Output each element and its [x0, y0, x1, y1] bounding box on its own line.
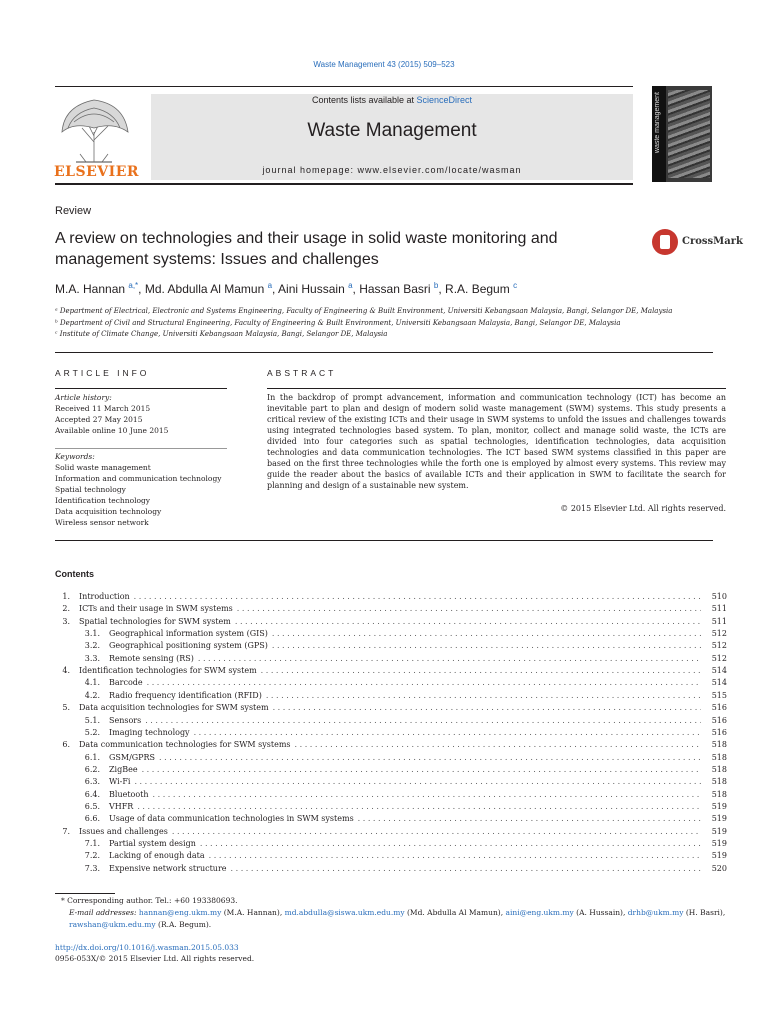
- email-owner: (Md. Abdulla Al Mamun),: [404, 908, 506, 917]
- toc-page-number: 519: [711, 801, 727, 811]
- contents-heading: Contents: [55, 569, 94, 579]
- keywords-label: Keywords:: [55, 452, 95, 461]
- toc-entry[interactable]: [70, 629, 727, 641]
- contents-prefix: Contents lists available at: [311, 95, 417, 105]
- toc-leader-dots: [194, 728, 701, 737]
- toc-page-number: 514: [711, 678, 727, 688]
- toc-entry[interactable]: [40, 703, 727, 715]
- toc-leader-dots: [358, 814, 701, 823]
- toc-page-number: 519: [711, 826, 727, 836]
- article-title: A review on technologies and their usage in solid waste monitoring and management systems: Issues and challenges: [55, 230, 558, 268]
- email-link[interactable]: hannan@eng.ukm.my: [138, 908, 222, 917]
- toc-leader-dots: [134, 777, 701, 786]
- toc-number: 6.4.: [84, 789, 100, 799]
- author-name: Aini Hussain: [278, 282, 349, 296]
- journal-homepage[interactable]: journal homepage: www.elsevier.com/locate/wasman: [262, 165, 522, 175]
- email-link[interactable]: md.abdulla@siswa.ukm.edu.my: [284, 908, 405, 917]
- journal-citation[interactable]: Waste Management 43 (2015) 509–523: [313, 60, 455, 69]
- crossmark-badge[interactable]: [652, 229, 743, 257]
- toc-number: 7.3.: [84, 863, 100, 873]
- toc-label: Usage of data communication technologies in SWM systems: [109, 814, 354, 824]
- toc-page-number: 518: [711, 777, 727, 787]
- toc-leader-dots: [266, 691, 701, 700]
- toc-leader-dots: [272, 641, 701, 650]
- keyword-item: Identification technology: [55, 496, 151, 505]
- toc-entry[interactable]: [70, 753, 727, 765]
- corresponding-author-note: * Corresponding author. Tel.: +60 193380693.: [61, 896, 238, 905]
- keywords-rule: [55, 448, 227, 449]
- toc-number: 3.2.: [84, 641, 100, 651]
- toc-label: Geographical positioning system (GPS): [109, 641, 268, 651]
- toc-number: 5.1.: [84, 715, 100, 725]
- toc-leader-dots: [231, 864, 701, 873]
- toc-page-number: 512: [711, 653, 727, 663]
- crossmark-label: CrossMark: [682, 236, 743, 247]
- online-date: Available online 10 June 2015: [55, 426, 169, 435]
- author-affiliation-mark[interactable]: a: [348, 281, 353, 290]
- toc-label: Sensors: [109, 715, 142, 725]
- toc-entry[interactable]: [40, 740, 727, 752]
- email-label: E-mail addresses:: [69, 908, 139, 917]
- toc-page-number: 515: [711, 690, 727, 700]
- toc-leader-dots: [295, 740, 701, 749]
- author-affiliation-mark[interactable]: a: [267, 281, 273, 290]
- toc-page-number: 520: [711, 863, 727, 873]
- toc-label: VHFR: [109, 801, 134, 811]
- toc-leader-dots: [153, 790, 701, 799]
- toc-number: 7.1.: [84, 839, 100, 848]
- toc-entry[interactable]: [70, 814, 727, 826]
- header-bottom-rule: [55, 183, 633, 185]
- footnote-rule: [55, 893, 115, 894]
- toc-leader-dots: [142, 765, 701, 774]
- abstract-copyright: © 2015 Elsevier Ltd. All rights reserved.: [560, 504, 726, 513]
- toc-page-number: 518: [711, 752, 727, 762]
- toc-label: Expensive network structure: [109, 863, 227, 873]
- toc-leader-dots: [145, 716, 701, 725]
- toc-page-number: 512: [711, 641, 727, 651]
- keyword-item: Data acquisition technology: [55, 507, 162, 516]
- toc-label: Bluetooth: [109, 789, 149, 799]
- toc-label: Data acquisition technologies for SWM system: [79, 703, 269, 713]
- contents-available: [151, 95, 633, 105]
- accepted-date: Accepted 27 May 2015: [55, 415, 143, 424]
- affiliation-a: ᵃ Department of Electrical, Electronic and Systems Engineering, Faculty of Engineering & Built Environment, Universiti Kebangsaan Malaysia, Bangi, Selangor DE, Malaysia: [55, 307, 673, 315]
- publisher-wordmark: ELSEVIER: [54, 164, 140, 180]
- toc-page-number: 519: [711, 839, 727, 848]
- toc-label: Lacking of enough data: [109, 851, 205, 861]
- toc-label: ICTs and their usage in SWM systems: [79, 604, 233, 614]
- toc-page-number: 516: [711, 727, 727, 737]
- toc-leader-dots: [261, 666, 701, 675]
- toc-page-number: 516: [711, 703, 727, 713]
- toc-page-number: 518: [711, 740, 727, 750]
- affiliation-b: ᵇ Department of Civil and Structural Engineering, Faculty of Engineering & Built Environment, Universiti Kebangsaan Malaysia, Bangi, Selangor DE, Malaysia: [55, 319, 621, 327]
- abstract-bottom-rule: [55, 540, 713, 541]
- toc-label: Introduction: [79, 592, 130, 601]
- toc-number: 6.1.: [84, 752, 100, 762]
- toc-number: 7.: [62, 826, 70, 836]
- email-owner: (M.A. Hannan),: [221, 908, 285, 917]
- toc-entry[interactable]: [70, 691, 727, 703]
- doi-link[interactable]: http://dx.doi.org/10.1016/j.wasman.2015.05.033: [55, 943, 239, 952]
- toc-number: 6.3.: [84, 777, 100, 787]
- journal-cover-image: [652, 86, 712, 182]
- email-link[interactable]: rawshan@ukm.edu.my: [69, 920, 156, 929]
- toc-page-number: 519: [711, 814, 727, 824]
- toc-label: Radio frequency identification (RFID): [109, 690, 262, 700]
- toc-page-number: 511: [711, 616, 727, 626]
- toc-entry[interactable]: [70, 790, 727, 802]
- toc-number: 1.: [62, 592, 70, 601]
- toc-entry[interactable]: [40, 604, 727, 616]
- toc-number: 3.3.: [84, 653, 100, 663]
- cover-title: waste management: [654, 92, 661, 154]
- toc-entry[interactable]: [70, 641, 727, 653]
- issn-copyright: 0956-053X/© 2015 Elsevier Ltd. All rights reserved.: [55, 954, 255, 963]
- author-separator: ,: [438, 282, 446, 296]
- history-label: Article history:: [55, 393, 112, 402]
- toc-number: 2.: [62, 604, 70, 614]
- affiliation-rule: [55, 352, 713, 353]
- email-owner: (H. Basri),: [683, 908, 726, 917]
- author-affiliation-mark[interactable]: b: [433, 281, 439, 290]
- toc-entry[interactable]: [70, 654, 727, 666]
- toc-leader-dots: [273, 703, 701, 712]
- toc-leader-dots: [172, 827, 701, 836]
- email-link[interactable]: drhb@ukm.my: [627, 908, 684, 917]
- toc-number: 5.2.: [84, 727, 100, 737]
- toc-number: 4.: [62, 666, 70, 676]
- keyword-item: Spatial technology: [55, 485, 126, 494]
- toc-leader-dots: [159, 753, 701, 762]
- toc-entry[interactable]: [70, 678, 727, 690]
- toc-label: Imaging technology: [109, 727, 190, 737]
- email-owner: (A. Hussain),: [573, 908, 628, 917]
- toc-entry[interactable]: [70, 839, 727, 851]
- received-date: Received 11 March 2015: [55, 404, 151, 413]
- toc-entry[interactable]: [70, 802, 727, 814]
- toc-label: ZigBee: [109, 764, 138, 774]
- toc-entry[interactable]: [70, 851, 727, 863]
- toc-number: 6.2.: [84, 764, 100, 774]
- author-separator: ,: [352, 282, 360, 296]
- toc-page-number: 512: [711, 629, 727, 639]
- keyword-item: Solid waste management: [55, 463, 151, 472]
- toc-leader-dots: [147, 678, 701, 687]
- toc-number: 6.6.: [84, 814, 100, 824]
- toc-label: Remote sensing (RS): [109, 653, 194, 663]
- toc-page-number: 510: [711, 592, 727, 601]
- keyword-item: Wireless sensor network: [55, 518, 149, 527]
- article-info-rule: [55, 388, 227, 389]
- toc-entry[interactable]: [40, 617, 727, 629]
- toc-entry[interactable]: [70, 864, 727, 876]
- toc-entry[interactable]: [40, 592, 727, 604]
- author-name: Hassan Basri: [359, 282, 434, 296]
- toc-entry[interactable]: [70, 716, 727, 728]
- toc-leader-dots: [209, 851, 701, 860]
- toc-leader-dots: [200, 839, 701, 848]
- toc-number: 3.: [62, 616, 70, 626]
- toc-label: Spatial technologies for SWM system: [79, 616, 231, 626]
- email-addresses: [55, 907, 734, 931]
- toc-leader-dots: [235, 617, 701, 626]
- email-link[interactable]: aini@eng.ukm.my: [505, 908, 574, 917]
- toc-leader-dots: [237, 604, 701, 613]
- toc-label: Barcode: [109, 678, 143, 688]
- toc-entry[interactable]: [70, 765, 727, 777]
- author-affiliation-mark[interactable]: a,*: [128, 281, 139, 290]
- journal-name: Waste Management: [307, 120, 477, 141]
- toc-number: 5.: [62, 703, 70, 713]
- author-separator: ,: [138, 282, 145, 296]
- toc-page-number: 516: [711, 715, 727, 725]
- toc-leader-dots: [134, 592, 701, 601]
- toc-number: 3.1.: [84, 629, 100, 639]
- toc-page-number: 518: [711, 764, 727, 774]
- toc-number: 7.2.: [84, 851, 100, 861]
- toc-entry[interactable]: [40, 666, 727, 678]
- toc-page-number: 518: [711, 789, 727, 799]
- toc-entry[interactable]: [70, 728, 727, 740]
- toc-number: 6.5.: [84, 801, 100, 811]
- toc-leader-dots: [272, 629, 701, 638]
- author-name: M.A. Hannan: [55, 282, 129, 296]
- toc-page-number: 511: [711, 604, 727, 614]
- article-info-heading: ARTICLE INFO: [55, 368, 150, 378]
- toc-number: 4.2.: [84, 690, 100, 700]
- toc-label: Data communication technologies for SWM systems: [79, 740, 291, 750]
- toc-label: Identification technologies for SWM system: [79, 666, 257, 676]
- toc-label: Wi-Fi: [109, 777, 131, 787]
- author-list: [55, 281, 517, 296]
- abstract-rule: [267, 388, 726, 389]
- toc-label: GSM/GPRS: [109, 752, 156, 762]
- author-affiliation-mark[interactable]: c: [513, 281, 518, 290]
- toc-leader-dots: [137, 802, 701, 811]
- toc-label: Issues and challenges: [79, 826, 168, 836]
- article-type: Review: [55, 205, 92, 217]
- toc-leader-dots: [198, 654, 701, 663]
- toc-entry[interactable]: [70, 777, 727, 789]
- toc-entry[interactable]: [40, 827, 727, 839]
- toc-label: Partial system design: [109, 839, 196, 848]
- toc-number: 6.: [62, 740, 70, 750]
- abstract-text: In the backdrop of prompt advancement, information and communication technology (ICT) has become an inevitable part to plan and design of modern solid waste management (SWM) systems. This study presents a critical review of the existing ICTs and their usage in SWM systems to unfold the issues and challenges towards using integrated technologies based system. To plan, monitor, collect and manage solid waste, the ICTs are divided into four categories such as spatial technologies, identification technologies, data acquisition technologies and data communication technologies. The ICT based SWM systems classified in this paper are based on the first three technologies while the forth one is employed by almost every systems. This review may guide the reader about the basics of available ICTs and their application in SWM to facilitate the search for planning and design of a sustainable new system.: [267, 393, 726, 490]
- keyword-item: Information and communication technology: [55, 474, 222, 483]
- author-name: Md. Abdulla Al Mamun: [144, 282, 268, 296]
- toc-number: 4.1.: [84, 678, 100, 688]
- toc-label: Geographical information system (GIS): [109, 629, 268, 639]
- affiliation-c: ᶜ Institute of Climate Change, Universiti Kebangsaan Malaysia, Bangi, Selangor DE, Malaysia: [55, 330, 388, 338]
- author-separator: ,: [272, 282, 279, 296]
- author-name: R.A. Begum: [445, 282, 514, 296]
- abstract-heading: ABSTRACT: [267, 368, 337, 378]
- sciencedirect-link[interactable]: ScienceDirect: [416, 95, 473, 105]
- header-top-rule: [55, 86, 633, 87]
- toc-page-number: 514: [711, 666, 727, 676]
- email-owner: (R.A. Begum).: [155, 920, 212, 929]
- toc-page-number: 519: [711, 851, 727, 861]
